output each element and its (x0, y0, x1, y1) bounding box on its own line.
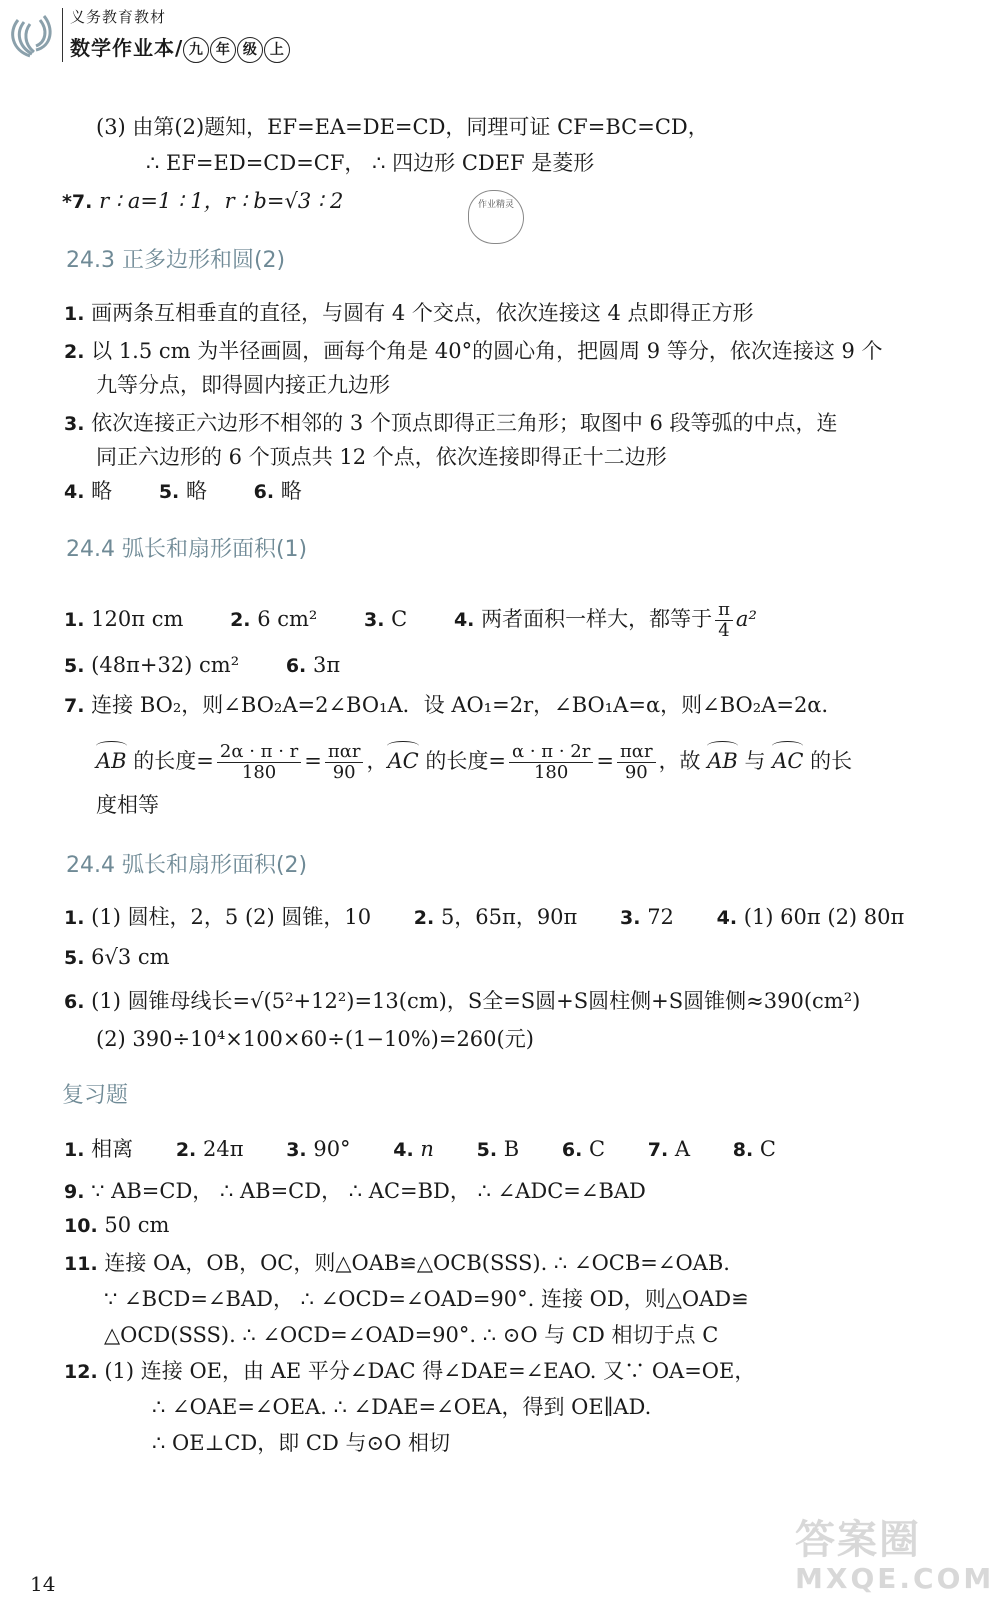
answer-text: ∵ AB=CD， ∴ AB=CD， ∴ AC=BD， ∴ ∠ADC=∠BAD (91, 1179, 646, 1203)
answer-line: 10. 50 cm (64, 1213, 170, 1237)
site-watermark (795, 1508, 995, 1595)
answer-text: 的长度= (126, 749, 214, 773)
answer-text: r ∶ a=1 ∶ 1，r ∶ b=√3 ∶ 2 (99, 189, 344, 213)
section-heading: 24.3 正多边形和圆(2) (66, 248, 286, 273)
answer-line: 1. 相离 2. 24π 3. 90° 4. n 5. B 6. C 7. A 8. C (64, 1137, 776, 1161)
answer-text: A (674, 1137, 691, 1161)
answer-text: 24π (202, 1137, 244, 1161)
answer-line: 2. 以 1.5 cm 为半径画圆，画每个角是 40°的圆心角，把圆周 9 等分，依次连接这 9 个 (64, 339, 883, 363)
answer-line: 5. 6√3 cm (64, 945, 170, 969)
answer-text: 的长度= (418, 749, 506, 773)
answer-line: 九等分点，即得圆内接正九边形 (96, 373, 390, 397)
answer-line: 6. (1) 圆锥母线长=√(5²+12²)=13(cm)，S全=S圆+S圆柱侧+S圆锥侧≈390(cm²) (64, 989, 861, 1013)
answer-text: 与 (737, 749, 773, 773)
grade-char: 九 (183, 37, 209, 63)
answer-text: 略 (91, 479, 113, 503)
answer-text: (1) 圆锥母线长=√(5²+12²)=13(cm)，S全=S圆+S圆柱侧+S圆锥侧≈390(cm²) (91, 989, 861, 1013)
fraction: $\frac{\pi}{4}$ (715, 600, 733, 641)
answer-text: 5，65π，90π (440, 905, 578, 929)
answer-line: 4. 略 5. 略 6. 略 (64, 479, 302, 503)
arc-label: AB (707, 746, 738, 776)
watermark-logo-text: 答案圈 (795, 1517, 921, 1563)
answer-line: AB 的长度= $\frac{2\alpha \cdot \pi \cdot r}{180}$ = $\frac{\text{παr}}{90}$ ，AC 的长度= $\frac{\alpha \cdot \pi \cdot 2r}{180}$ = $\frac{\text{παr}}{90}$ ，故 AB 与 AC 的长 (96, 741, 853, 783)
answer-text: (1) 60π (2) 80π (743, 905, 905, 929)
answer-line: △OCD(SSS). ∴ ∠OCD=∠OAD=90°. ∴ ⊙O 与 CD 相切于点 C (104, 1323, 719, 1347)
fraction: $\frac{\text{παr}}{90}$ (617, 742, 656, 783)
fraction: $\frac{\alpha \cdot \pi \cdot 2r}{180}$ (509, 742, 593, 783)
answer-text: 画两条互相垂直的直径，与圆有 4 个交点，依次连接这 4 点即得正方形 (91, 301, 754, 325)
answer-text: (1) 连接 OE，由 AE 平分∠DAC 得∠DAE=∠EAO. 又∵ OA=OE， (104, 1359, 756, 1383)
answer-line (62, 186, 343, 217)
answer-text: 6 cm² (257, 607, 318, 631)
arc-label: AB (96, 746, 127, 776)
answer-line: 1. (1) 圆柱，2，5 (2) 圆锥，10 2. 5，65π，90π 3. 72 4. (1) 60π (2) 80π (64, 905, 905, 929)
answer-text: 以 1.5 cm 为半径画圆，画每个角是 40°的圆心角，把圆周 9 等分，依次连接这 9 个 (91, 339, 883, 363)
grade-char: 上 (264, 37, 290, 63)
answer-line: 3. 依次连接正六边形不相邻的 3 个顶点即得正三角形；取图中 6 段等弧的中点，连 (64, 411, 838, 435)
watermark-url: MXQE.COM (795, 1562, 995, 1595)
answer-line: 1. 120π cm 2. 6 cm² 3. C 4. 两者面积一样大，都等于 $\frac{\pi}{4}$ a² (64, 599, 757, 641)
answer-line: 5. (48π+32) cm² 6. 3π (64, 653, 341, 677)
swirl-logo-icon (2, 6, 58, 64)
answer-text: 3π (312, 653, 341, 677)
answer-text: 依次连接正六边形不相邻的 3 个顶点即得正三角形；取图中 6 段等弧的中点，连 (91, 411, 838, 435)
section-heading: 复习题 (62, 1083, 129, 1108)
answer-line: ∴ EF=ED=CD=CF， ∴ 四边形 CDEF 是菱形 (146, 151, 595, 175)
answer-text: C (759, 1137, 776, 1161)
answer-text: C (391, 607, 408, 631)
answer-line: ∴ ∠OAE=∠OEA. ∴ ∠DAE=∠OEA，得到 OE∥AD. (152, 1395, 652, 1419)
answer-text: B (503, 1137, 520, 1161)
page-number: 14 (30, 1572, 56, 1596)
answer-text: n (420, 1137, 434, 1161)
answer-line: (2) 390÷10⁴×100×60÷(1−10%)=260(元) (96, 1027, 534, 1051)
answer-line: 7. 连接 BO₂，则∠BO₂A=2∠BO₁A．设 AO₁=2r，∠BO₁A=α，则∠BO₂A=2α． (64, 693, 843, 717)
answer-line: ∴ OE⊥CD，即 CD 与⊙O 相切 (152, 1431, 450, 1455)
answer-text: 的长 (803, 749, 853, 773)
stamp: 作业精灵 (468, 190, 524, 244)
answer-text: C (589, 1137, 606, 1161)
answer-text: 72 (647, 905, 674, 929)
answer-line: 同正六边形的 6 个顶点共 12 个点，依次连接即得正十二边形 (96, 445, 667, 469)
answer-line: ∵ ∠BCD=∠BAD， ∴ ∠OCD=∠OAD=90°. 连接 OD，则△OAD≌ (104, 1287, 749, 1311)
answer-line: 1. 画两条互相垂直的直径，与圆有 4 个交点，依次连接这 4 点即得正方形 (64, 301, 754, 325)
book-title-text: 数学作业本 (70, 36, 175, 60)
answer-text: (48π+32) cm² (91, 653, 240, 677)
series-label: 义务教育教材 (70, 8, 167, 26)
answer-text: 连接 BO₂，则∠BO₂A=2∠BO₁A．设 AO₁=2r，∠BO₁A=α，则∠BO₂A=2α． (91, 693, 843, 717)
section-heading: 24.4 弧长和扇形面积(1) (66, 537, 308, 562)
answer-line: 12. (1) 连接 OE，由 AE 平分∠DAC 得∠DAE=∠EAO. 又∵ OA=OE， (64, 1359, 756, 1383)
answer-text: 略 (185, 479, 207, 503)
answer-text: a² (735, 607, 757, 631)
grade-char: 级 (237, 37, 263, 63)
answer-text: 两者面积一样大，都等于 (481, 607, 713, 631)
book-title: 数学作业本/ 九 年 级 上 (70, 32, 291, 63)
answer-text: 相离 (91, 1137, 134, 1161)
answer-line: 11. 连接 OA，OB，OC，则△OAB≌△OCB(SSS). ∴ ∠OCB=∠OAB. (64, 1251, 730, 1275)
answer-text: 略 (280, 479, 302, 503)
grade-char: 年 (210, 37, 236, 63)
answer-line: (3) 由第(2)题知，EF=EA=DE=CD，同理可证 CF=BC=CD， (96, 115, 709, 139)
section-heading: 24.4 弧长和扇形面积(2) (66, 853, 308, 878)
answer-line: 度相等 (96, 793, 159, 817)
answer-text: 120π cm (91, 607, 184, 631)
fraction: $\frac{2\alpha \cdot \pi \cdot r}{180}$ (217, 742, 301, 783)
answer-text: 90° (313, 1137, 351, 1161)
question-number: *7. (62, 191, 93, 213)
answer-line: 9. ∵ AB=CD， ∴ AB=CD， ∴ AC=BD， ∴ ∠ADC=∠BAD (64, 1179, 646, 1203)
arc-label: AC (387, 746, 418, 776)
answer-text: 50 cm (104, 1213, 170, 1237)
page-header (0, 0, 996, 80)
answer-text: 连接 OA，OB，OC，则△OAB≌△OCB(SSS). ∴ ∠OCB=∠OAB. (104, 1251, 730, 1275)
fraction: $\frac{\text{παr}}{90}$ (325, 742, 364, 783)
answer-text: ，故 (658, 749, 708, 773)
answer-text: 6√3 cm (91, 945, 170, 969)
header-divider (62, 8, 63, 62)
arc-label: AC (772, 746, 803, 776)
answer-text: (1) 圆柱，2，5 (2) 圆锥，10 (91, 905, 372, 929)
